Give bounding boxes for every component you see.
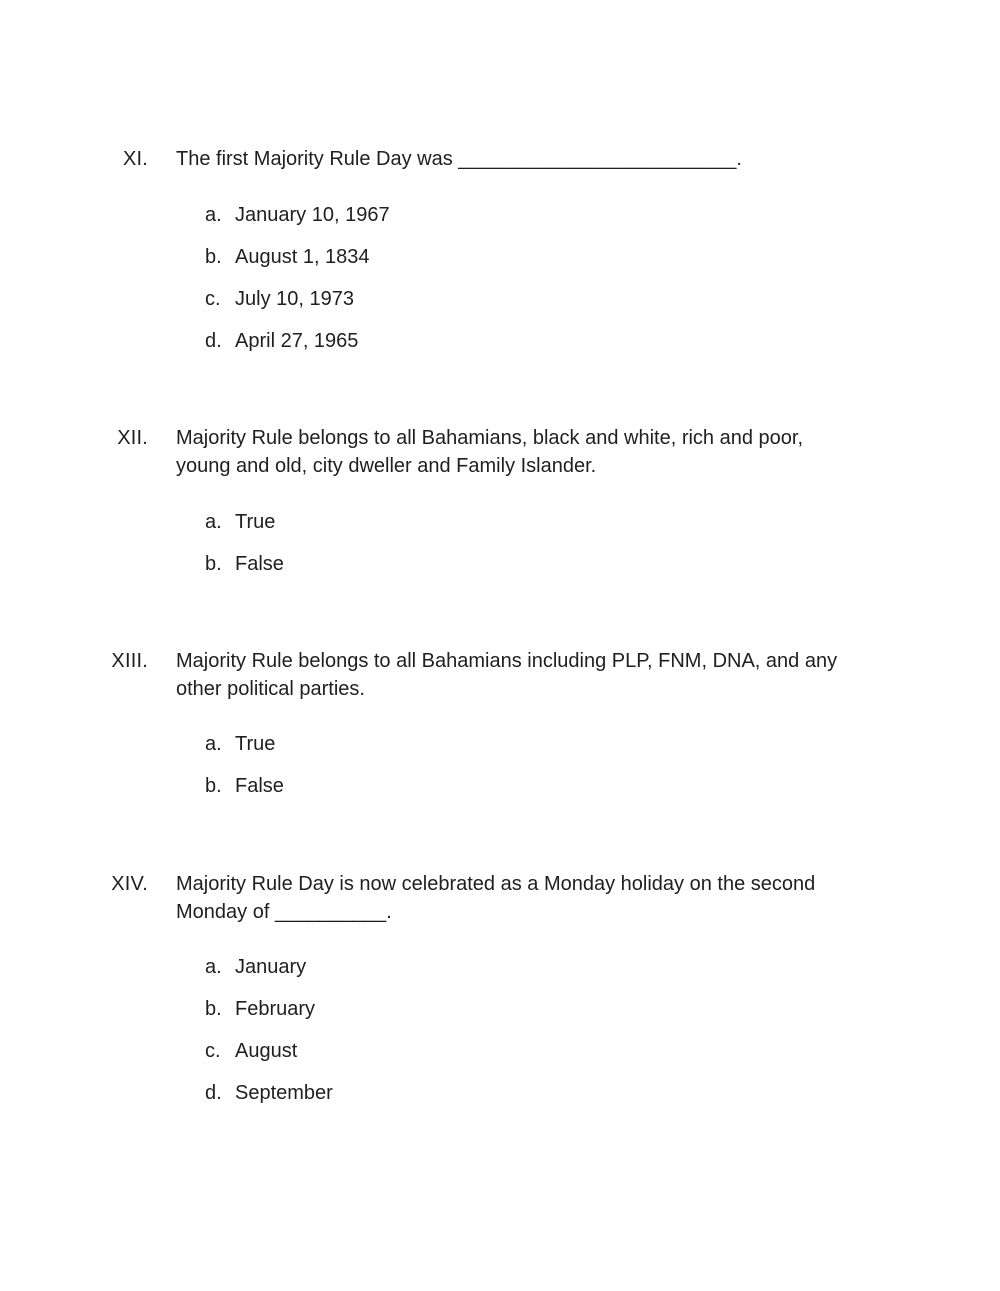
option-letter: b.: [205, 998, 222, 1020]
option-b[interactable]: [0, 772, 1000, 800]
option-b[interactable]: [0, 995, 1000, 1023]
option-text: January: [235, 956, 307, 978]
option-text: August: [235, 1040, 298, 1062]
option-text: February: [235, 998, 316, 1020]
option-text: False: [235, 775, 284, 797]
option-text: January 10, 1967: [235, 204, 390, 226]
option-text: April 27, 1965: [235, 330, 359, 352]
option-letter: b.: [205, 775, 222, 797]
option-letter: a.: [205, 956, 222, 978]
question-text: Majority Rule Day is now celebrated as a Monday holiday on the second Monday of __________.: [176, 873, 816, 923]
option-letter: c.: [205, 288, 221, 310]
option-text: True: [235, 733, 276, 755]
option-text: True: [235, 511, 276, 533]
question-number: XII.: [117, 427, 148, 449]
option-a[interactable]: [0, 201, 1000, 229]
option-a[interactable]: [0, 730, 1000, 758]
option-a[interactable]: [0, 953, 1000, 981]
option-text: September: [235, 1082, 333, 1104]
option-letter: a.: [205, 733, 222, 755]
option-letter: d.: [205, 330, 222, 352]
question-number: XI.: [122, 148, 148, 170]
option-letter: a.: [205, 204, 222, 226]
option-b[interactable]: [0, 243, 1000, 271]
question-number: XIV.: [111, 873, 148, 895]
option-letter: b.: [205, 553, 222, 575]
option-d[interactable]: [0, 327, 1000, 355]
question-text: The first Majority Rule Day was _________________________.: [176, 148, 742, 170]
option-d[interactable]: [0, 1079, 1000, 1107]
option-b[interactable]: [0, 550, 1000, 578]
option-c[interactable]: [0, 1037, 1000, 1065]
question-text: Majority Rule belongs to all Bahamians, black and white, rich and poor, young and old, city dweller and Family Islander.: [176, 427, 804, 477]
option-letter: a.: [205, 511, 222, 533]
option-text: False: [235, 553, 284, 575]
option-letter: d.: [205, 1082, 222, 1104]
option-text: August 1, 1834: [235, 246, 370, 268]
question-text: Majority Rule belongs to all Bahamians including PLP, FNM, DNA, and any other political parties.: [176, 650, 838, 700]
option-text: July 10, 1973: [235, 288, 354, 310]
option-letter: c.: [205, 1040, 221, 1062]
option-c[interactable]: [0, 285, 1000, 313]
option-a[interactable]: [0, 508, 1000, 536]
option-letter: b.: [205, 246, 222, 268]
question-number: XIII.: [111, 650, 148, 672]
